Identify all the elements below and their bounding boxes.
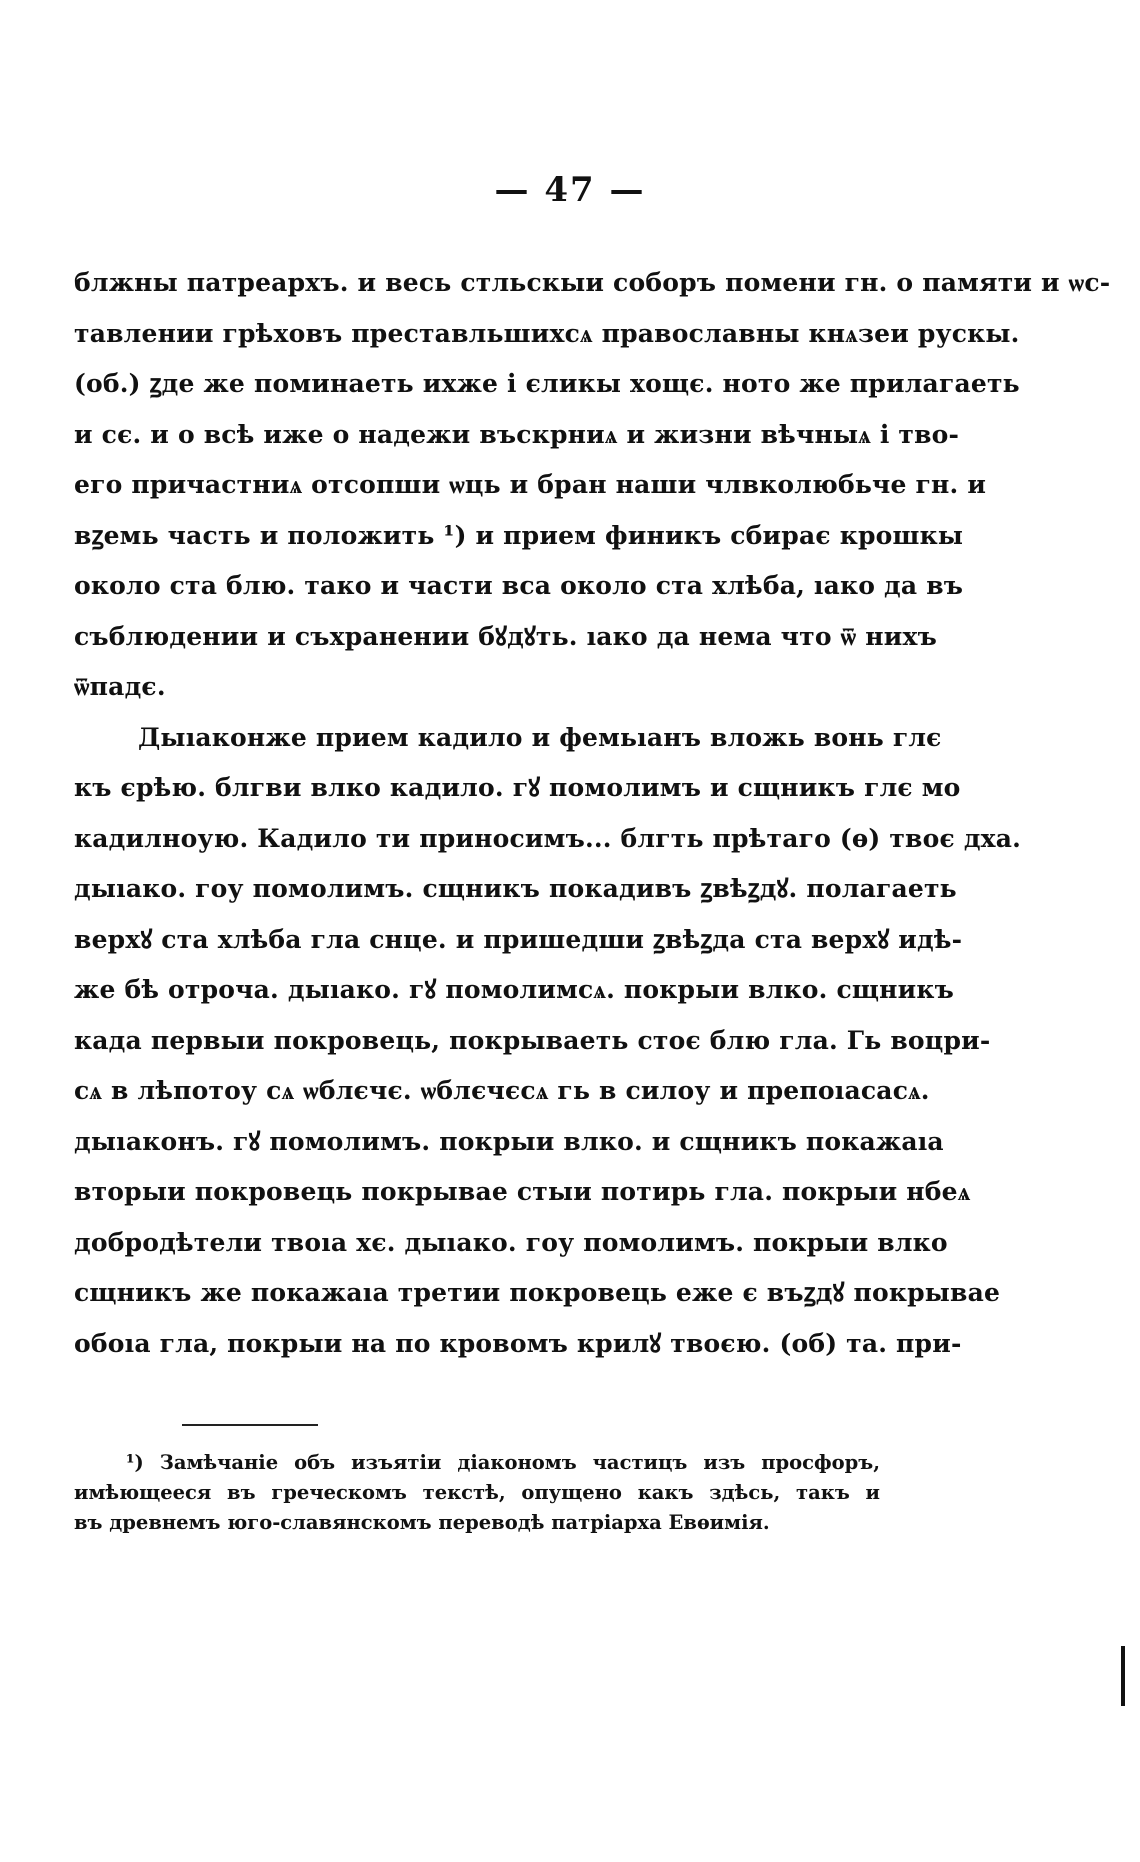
text-line: када первыи покровець, покрываеть стоє блю гла. Гь воцри- <box>74 1025 991 1055</box>
paragraph-start-line: Дыıаконже прием кадило и фемьıанъ вложь вонь глє <box>138 722 942 752</box>
text-line: къ єрѣю. блгви влко кадило. гꙋ помолимъ и сщникъ глє мо <box>74 773 961 802</box>
text-line: дыıако. гоу помолимъ. сщникъ покадивъ ꙁвѣꙁдꙋ. полагаеть <box>74 874 957 903</box>
text-line: сщникъ же покажаıа третии покровець еже є въꙁдꙋ покрывае <box>74 1278 1001 1307</box>
text-line: его причастниѧ отсопши ѡць и бран наши члвколюбьче гн. и <box>74 470 987 499</box>
text-line: ѿпадє. <box>74 672 166 701</box>
text-line: вꙁемь часть и положить ¹) и прием финикъ сбирає крошкы <box>74 520 964 550</box>
text-line: добродѣтели твоıа хє. дыıако. гоу помолимъ. покрыи влко <box>74 1227 948 1257</box>
footnote <box>74 1448 880 1538</box>
footnote-line: ¹) Замѣчаніе объ изъятіи діакономъ частицъ изъ просфоръ, <box>126 1451 880 1474</box>
footnote-line: имѣющееся въ греческомъ текстѣ, опущено какъ здѣсь, такъ и <box>74 1481 880 1504</box>
text-line: сѧ в лѣпотоу сѧ ѡблєчє. ѡблєчєсѧ гь в силоу и препоıасасѧ. <box>74 1076 930 1105</box>
text-line: (об.) ꙁде же поминаеть ихже і єликы хощє. ното же прилагаеть <box>74 369 1020 398</box>
text-line: вторыи покровець покрывае стыи потирь гла. покрыи нбеѧ <box>74 1177 971 1206</box>
page-number: — 47 — <box>494 170 646 210</box>
text-line: кадилноую. Кадило ти приносимъ... блгть прѣтаго (ѳ) твоє дха. <box>74 823 1022 853</box>
text-line: дыıаконъ. гꙋ помолимъ. покрыи влко. и сщникъ покажаıа <box>74 1126 944 1156</box>
main-text <box>74 258 1111 1369</box>
text-line: тавлении грѣховъ преставльшихсѧ православны кнѧзеи рускы. <box>74 318 1020 348</box>
margin-scan-mark <box>1121 1646 1125 1706</box>
text-line: верхꙋ ста хлѣба гла снце. и пришедши ꙁвѣꙁда ста верхꙋ идѣ- <box>74 924 963 954</box>
text-line: съблюдении и съхранении бꙋдꙋть. ıако да нема что ѿ нихъ <box>74 621 937 651</box>
text-line: же бѣ отроча. дыıако. гꙋ помолимсѧ. покрыи влко. сщникъ <box>74 975 955 1004</box>
text-line: обоıа гла, покрыи на по кровомъ крилꙋ твоєю. (об) та. при- <box>74 1328 962 1358</box>
text-line: блжны патреархъ. и весь стльскыи соборъ помени гн. о памяти и ѡс- <box>74 268 1111 297</box>
footnote-divider <box>182 1424 318 1426</box>
text-line: и сє. и о всѣ иже о надежи въскрниѧ и жизни вѣчныѧ і тво- <box>74 419 960 449</box>
footnote-line: въ древнемъ юго-славянскомъ переводѣ патріарха Евѳимія. <box>74 1511 770 1534</box>
text-line: около ста блю. тако и части вса около ста хлѣба, ıако да въ <box>74 571 964 600</box>
